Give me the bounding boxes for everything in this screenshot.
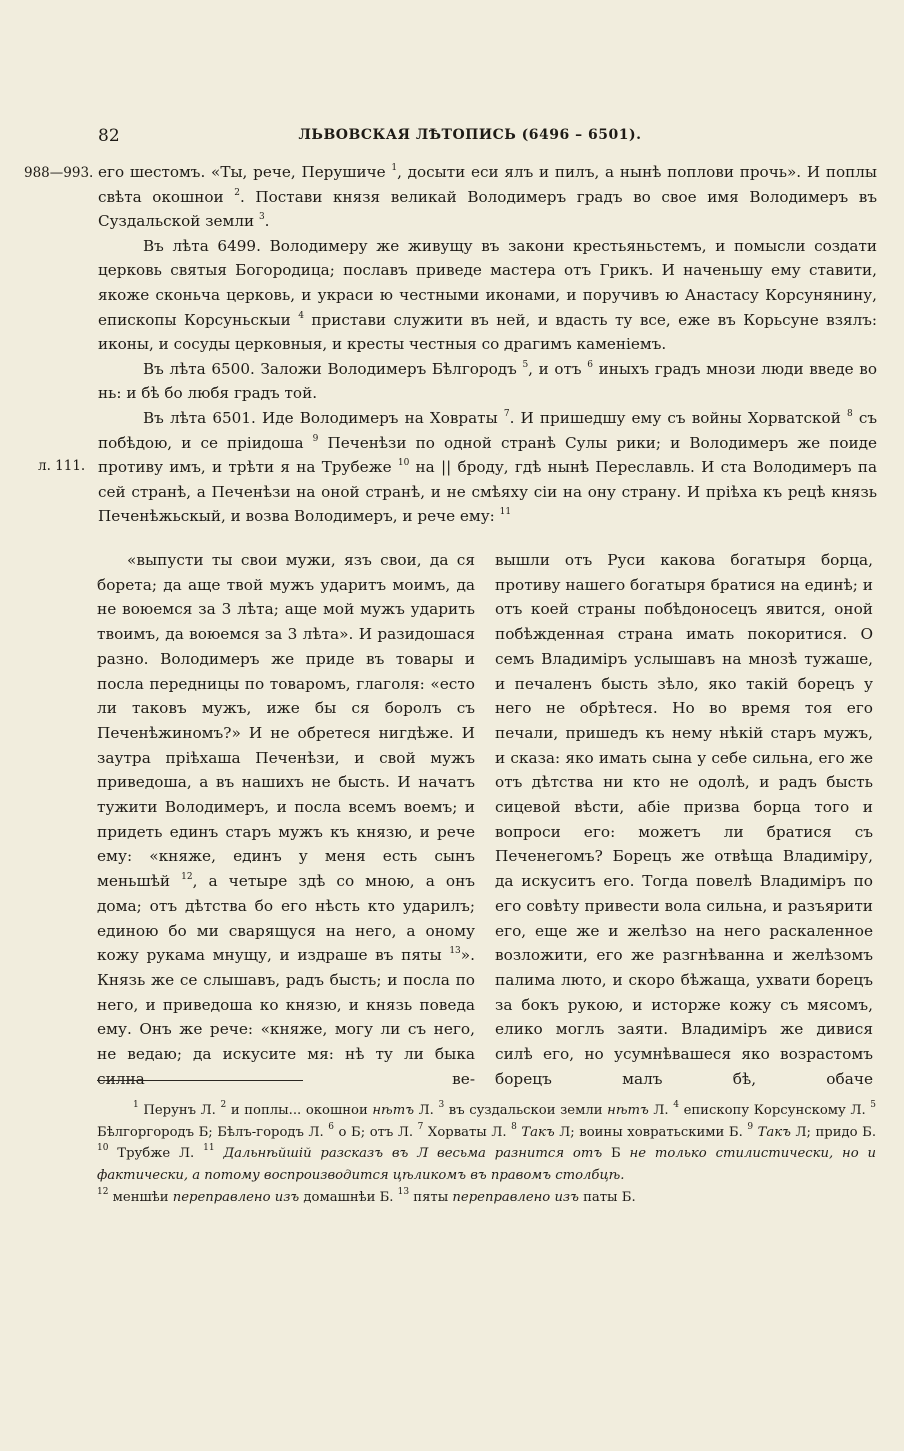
paragraph-perun: его шестомъ. «Ты, рече, Перушиче $^1$, досыти еси ялъ и пилъ, а нынѣ поплови прочь». И поплы свѣта окошнои $^2$. Постави князя великай Володимеръ градъ во свое имя Володимеръ въ Суздальской земли $^3$.	[98, 163, 877, 231]
right-column-variant-text: вышли отъ Руси какова богатыря борца, противу нашего богатыря братися на единѣ; и отъ коей страны побѣдоносецъ явится, оной побѣжденная страна имать покоритися. О семъ Владимiръ услышавъ на мнозѣ тужаше, и печаленъ бысть зѣло, яко такiй борецъ у него не обрѣтеся. Но во время тоя его печали, пришедъ къ нему нѣкiй старъ мужъ, и сказа: яко имать сына у себе сильна, его же отъ дѣтства ни кто не одолѣ, и радъ бысть сицевой вѣсти, абiе призва борца того и вопроси его: можетъ ли братися съ Печенегомъ? Борецъ же отвѣща Владимiру, да искуситъ его. Тогда повелѣ Владимiръ по его совѣту привести вола сильна, и разъярити его, еще же и желѣзо на него раскаленное возложити, его же разгнѣванна и желѣзомъ палима люто, и скоро бѣжаща, ухвати борецъ за бокъ рукою, и исторже кожу съ мясомъ, елико моглъ заяти. Владимiръ же дивися силѣ его, но усумнѣвашеся яко возрастомъ борецъ малъ бѣ, обаче	[495, 551, 873, 1088]
footnote-ref: 12	[181, 872, 193, 883]
margin-years: 988—993.	[24, 165, 94, 181]
footnote-divider	[97, 1080, 303, 1081]
footnote-ref: 4	[298, 310, 304, 321]
running-title: ЛЬВОВСКАЯ ЛѢТОПИСЬ (6496 – 6501).	[298, 127, 642, 143]
paragraph-6501: Въ лѣта 6501. Иде Володимеръ на Ховраты $^7$. И пришедшу ему съ войны Хорватской $^8$ съ побѣдою, и се прiидоша $^9$ Печенѣзи по одной странѣ Сулы рики; и Володимеръ же поиде противу имъ, и трѣти я на Трубеже $^{10}$ на || броду, гдѣ нынѣ Переславль. И ста Володимеръ па сей странѣ, а Печенѣзи на оной странѣ, и не смѣяху сiи на ону страну. И прiѣха къ рецѣ князь Печенѣжьскый, и возва Володимеръ, и рече ему: $^{11}$	[98, 408, 878, 526]
footnotes: $^1$ Перунъ Л. $^2$ и поплы... окошнои нѣтъ Л. $^3$ въ суздальскои земли нѣтъ Л. $^4$ епископу Корсунскому Л. $^5$ Бѣлгоргородъ Б; Бѣлъ-городъ Л. $^6$ о Б; отъ Л. $^7$ Хорваты Л. $^8$ Такъ Л; воины ховратьскими Б. $^9$ Такъ Л; придо Б. $^{10}$ Трубже Л. $^{11}$ Дальнѣйшiй разсказъ въ Л весьма разнится отъ Б не только стилистически, но и фактически, а потому воспроизводится цѣликомъ въ правомъ столбцѣ. $^{12}$ меншѣи переправлено изъ домашнѣи Б. $^{13}$ пяты переправлено изъ паты Б.	[97, 1100, 877, 1205]
footnote-ref: 13	[449, 946, 461, 957]
footnote-ref: 9	[312, 433, 319, 444]
left-column-lviv-text: «выпусти ты свои мужи, язъ свои, да ся борета; да аще твой мужъ ударитъ моимъ, да не воюемся за 3 лѣта; аще мой мужъ ударить твоимъ, да воюемся за 3 лѣта». И разидошася разно. Володимеръ же приде въ товары и посла передницы по товаромъ, глаголя: «есто ли таковъ мужъ, иже бы ся боролъ съ Печенѣжиномъ?» И не обретеся нигдѣже. И заутра прiѣхаша Печенѣзи, и свой мужъ приведоша, а въ нашихъ не бысть. И начатъ тужити Володимеръ, и посла всемъ воемъ; и придеть единъ старъ мужъ къ князю, и рече ему: «княже, единъ у меня есть сынъ меньшѣй $^{12}$, а четыре здѣ со мною, а онъ дома; отъ дѣтства бо его нѣсть кто ударилъ; единою бо ми сварящуся на него, а оному кожу рукама мнущу, и издраше въ пяты $^{13}$». Князь же се слышавъ, радъ бысть; и посла по него, и приведоша ко князю, и князь поведа ему. Онъ же рече: «княже, могу ли съ него, не ведаю; да искусите мя: нѣ ту ли быка силна ве-	[97, 551, 475, 1088]
footnote-ref: 2	[234, 187, 240, 198]
page-number: 82	[98, 126, 120, 146]
footnote-ref: 3	[258, 212, 265, 223]
margin-leaf-number: л. 111.	[38, 458, 86, 474]
footnote-ref: 5	[522, 359, 529, 370]
footnote-ref: 6	[587, 359, 593, 370]
chronicle-text	[98, 160, 877, 529]
paragraph-6499: Въ лѣта 6499. Володимеру же живущу въ закони крестьяньстемъ, и помысли создати церковь святыя Богородица; пославъ приведе мастера отъ Грикъ. И наченьшу ему ставити, якоже сконьча церковь, и украси ю честными иконами, и поручивъ ю Анастасу Корсунянину, епископы Корсуньскыи $^4$ пристави служити въ ней, и вдасть ту все, еже въ Корьсуне взялъ: иконы, и сосуды церковныя, и кресты честныя со драгимъ каменiемъ.	[98, 236, 877, 354]
footnote-ref: 10	[397, 458, 410, 469]
footnote-ref: 1	[391, 163, 398, 173]
paragraph-6500: Въ лѣта 6500. Заложи Володимеръ Бѣлгородъ $^5$, и отъ $^6$ иныхъ градъ мнози люди введе во нь: и бѣ бо любя градъ той.	[98, 359, 877, 403]
footnote-ref: 7	[503, 408, 510, 419]
footnote-ref: 8	[846, 408, 853, 419]
footnote-ref: 11	[499, 507, 512, 518]
